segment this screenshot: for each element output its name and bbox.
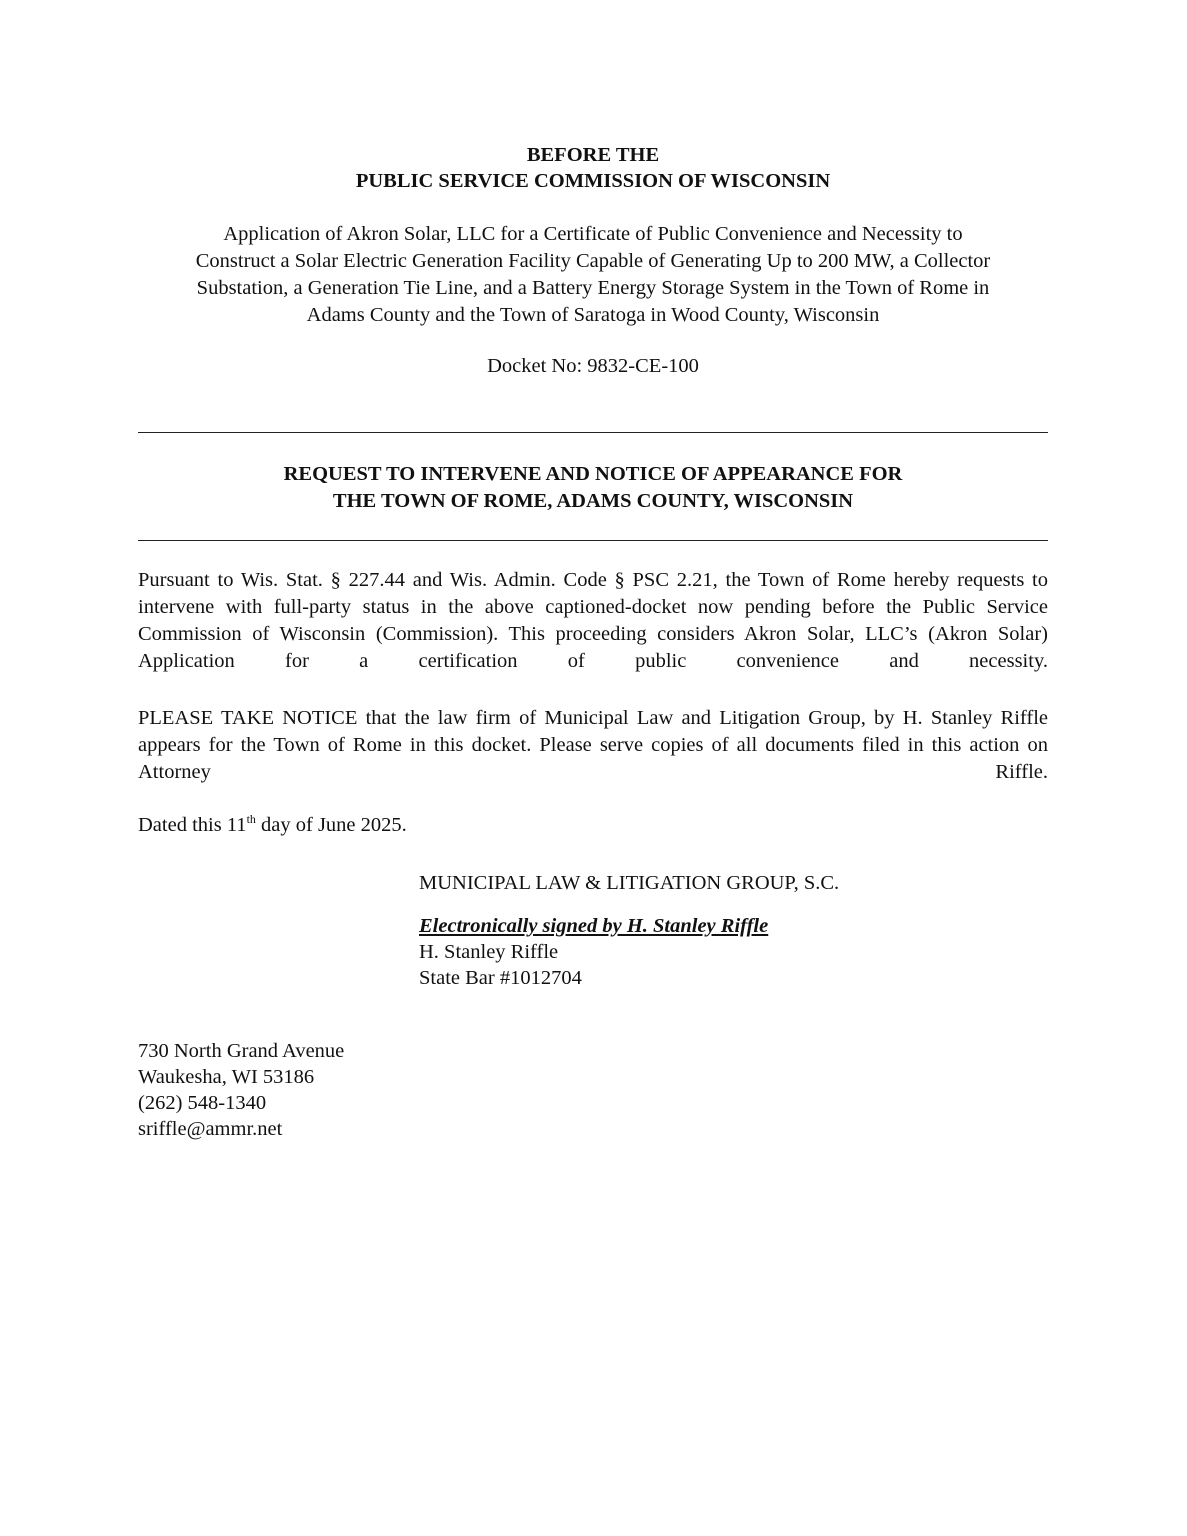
state-bar-number: State Bar #1012704 bbox=[419, 967, 582, 989]
caption-line: Substation, a Generation Tie Line, and a Battery Energy Storage System in the Town of Rome in bbox=[196, 277, 990, 299]
court-header bbox=[138, 142, 1048, 194]
address-block bbox=[138, 1038, 344, 1142]
case-caption bbox=[138, 221, 1048, 329]
caption-line: Construct a Solar Electric Generation Facility Capable of Generating Up to 200 MW, a Collector bbox=[195, 250, 991, 272]
address-phone: (262) 548-1340 bbox=[138, 1092, 267, 1114]
caption-line: Application of Akron Solar, LLC for a Certificate of Public Convenience and Necessity to bbox=[223, 223, 963, 245]
title-line-1: REQUEST TO INTERVENE AND NOTICE OF APPEARANCE FOR bbox=[283, 463, 903, 485]
header-line-2: PUBLIC SERVICE COMMISSION OF WISCONSIN bbox=[355, 170, 831, 192]
paragraph-notice: PLEASE TAKE NOTICE that the law firm of Municipal Law and Litigation Group, by H. Stanley Riffle appears for the Town of Rome in this docket. Please serve copies of all documents filed in this action on Attorney Riffle. bbox=[138, 707, 1048, 783]
dated-line bbox=[138, 814, 1048, 837]
dated-suffix: day of June 2025. bbox=[255, 814, 407, 836]
caption-line: Adams County and the Town of Saratoga in Wood County, Wisconsin bbox=[306, 304, 880, 326]
signature-firm: MUNICIPAL LAW & LITIGATION GROUP, S.C. bbox=[419, 872, 840, 894]
dated-prefix: Dated this 11 bbox=[138, 814, 247, 836]
address-email: sriffle@ammr.net bbox=[138, 1118, 283, 1140]
divider-top bbox=[138, 432, 1048, 433]
divider-bottom bbox=[138, 540, 1048, 541]
dated-ordinal: th bbox=[246, 812, 256, 826]
paragraph-intervene: Pursuant to Wis. Stat. § 227.44 and Wis. Admin. Code § PSC 2.21, the Town of Rome hereby requests to intervene with full-party status in the above captioned-docket now pending before the Public Service Commission of Wisconsin (Commission). This proceeding considers Akron Solar, LLC’s (Akron Solar) Application for a certification of public convenience and necessity. bbox=[138, 569, 1048, 672]
document-title bbox=[138, 461, 1048, 515]
header-line-1: BEFORE THE bbox=[526, 144, 660, 166]
address-city: Waukesha, WI 53186 bbox=[138, 1066, 315, 1088]
signature-name: H. Stanley Riffle bbox=[419, 941, 559, 963]
docket-number: Docket No: 9832-CE-100 bbox=[487, 355, 699, 377]
address-street: 730 North Grand Avenue bbox=[138, 1040, 345, 1062]
electronic-signature: Electronically signed by H. Stanley Riffle bbox=[419, 915, 769, 937]
title-line-2: THE TOWN OF ROME, ADAMS COUNTY, WISCONSIN bbox=[332, 490, 854, 512]
